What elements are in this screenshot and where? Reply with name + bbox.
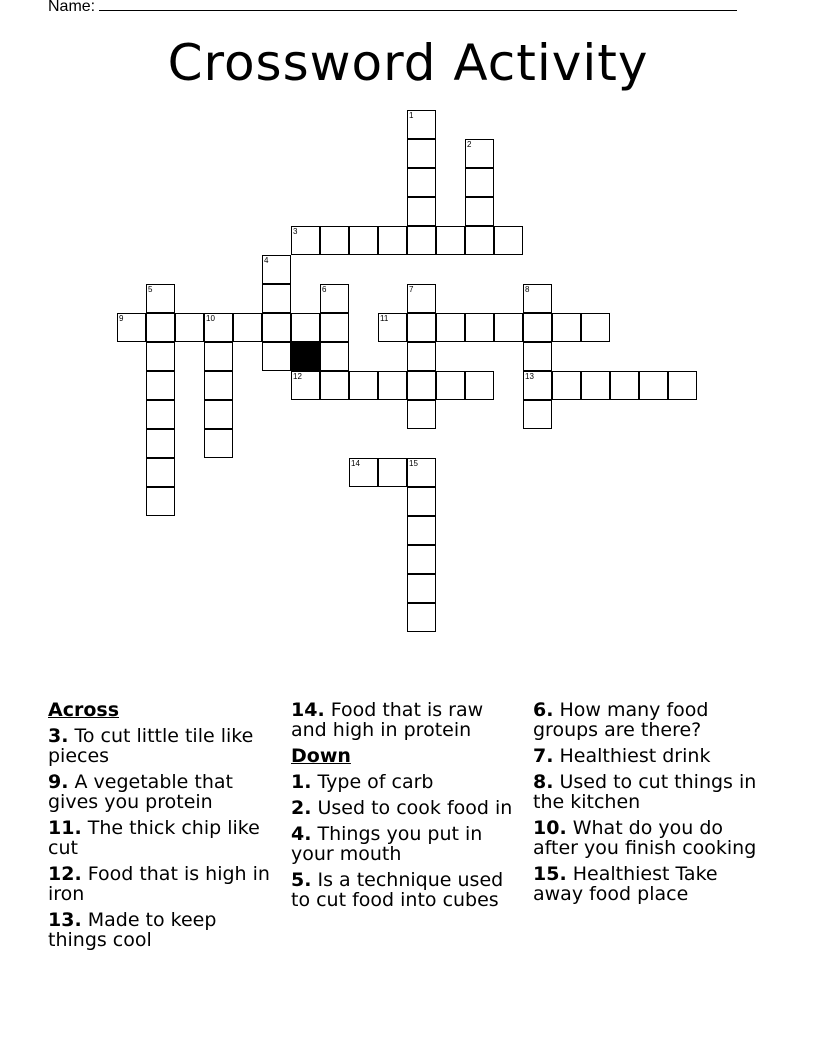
grid-cell[interactable] xyxy=(465,226,494,255)
clue-number: 11. xyxy=(48,817,82,839)
grid-cell[interactable] xyxy=(146,284,175,313)
grid-cell[interactable] xyxy=(146,342,175,371)
grid-cell[interactable] xyxy=(407,458,436,487)
clue-text: What do you do after you finish cooking xyxy=(533,817,757,859)
cell-number: 6 xyxy=(322,285,327,294)
cell-number: 2 xyxy=(467,140,472,149)
cell-number: 8 xyxy=(525,285,530,294)
grid-cell[interactable] xyxy=(465,168,494,197)
down-heading: Down xyxy=(291,745,351,767)
grid-cell[interactable] xyxy=(407,400,436,429)
grid-cell[interactable] xyxy=(407,197,436,226)
across-clue xyxy=(48,818,280,858)
grid-cell[interactable] xyxy=(262,313,291,342)
grid-cell[interactable] xyxy=(465,139,494,168)
grid-cell[interactable] xyxy=(320,226,349,255)
across-clue xyxy=(48,864,280,904)
grid-cell[interactable] xyxy=(204,429,233,458)
grid-cell[interactable] xyxy=(262,342,291,371)
across-clue xyxy=(291,700,523,740)
grid-cell[interactable] xyxy=(204,400,233,429)
clue-number: 6. xyxy=(533,699,554,721)
cell-number: 11 xyxy=(380,314,389,323)
grid-cell[interactable] xyxy=(407,545,436,574)
page-title: Crossword Activity xyxy=(167,34,649,92)
clue-number: 13. xyxy=(48,909,82,931)
grid-cell[interactable] xyxy=(320,313,349,342)
grid-cell[interactable] xyxy=(175,313,204,342)
clue-text: Used to cook food in xyxy=(317,797,513,819)
grid-cell[interactable] xyxy=(610,371,639,400)
grid-cell[interactable] xyxy=(436,226,465,255)
cell-number: 4 xyxy=(264,256,269,265)
down-clue xyxy=(533,818,773,858)
clue-number: 14. xyxy=(291,699,325,721)
name-label: Name: xyxy=(48,0,96,15)
grid-cell[interactable] xyxy=(465,313,494,342)
clue-number: 2. xyxy=(291,797,312,819)
cell-number: 5 xyxy=(148,285,153,294)
grid-cell[interactable] xyxy=(494,313,523,342)
down-clue xyxy=(291,798,523,818)
clue-text: How many food groups are there? xyxy=(533,699,709,741)
clue-number: 5. xyxy=(291,869,312,891)
grid-cell[interactable] xyxy=(378,458,407,487)
clue-text: A vegetable that gives you protein xyxy=(48,771,233,813)
grid-cell[interactable] xyxy=(407,516,436,545)
cell-number: 7 xyxy=(409,285,414,294)
cell-number: 10 xyxy=(206,314,215,323)
clue-number: 12. xyxy=(48,863,82,885)
grid-cell[interactable] xyxy=(407,139,436,168)
grid-cell[interactable] xyxy=(117,313,146,342)
clue-text: Healthiest Take away food place xyxy=(533,863,718,905)
clues-column-3 xyxy=(533,700,773,910)
clue-text: Food that is high in iron xyxy=(48,863,270,905)
clue-text: Is a technique used to cut food into cubes xyxy=(291,869,504,911)
grid-cell[interactable] xyxy=(378,226,407,255)
clue-text: Healthiest drink xyxy=(559,745,711,767)
grid-cell[interactable] xyxy=(407,284,436,313)
grid-cell[interactable] xyxy=(639,371,668,400)
clue-text: The thick chip like cut xyxy=(48,817,260,859)
grid-cell[interactable] xyxy=(146,429,175,458)
grid-cell[interactable] xyxy=(349,371,378,400)
grid-cell[interactable] xyxy=(523,371,552,400)
grid-cell[interactable] xyxy=(291,371,320,400)
black-cell xyxy=(291,342,320,371)
grid-cell[interactable] xyxy=(378,313,407,342)
down-clue xyxy=(291,870,523,910)
grid-cell[interactable] xyxy=(146,400,175,429)
cell-number: 12 xyxy=(293,372,302,381)
grid-cell[interactable] xyxy=(262,284,291,313)
grid-cell[interactable] xyxy=(407,342,436,371)
grid-cell[interactable] xyxy=(523,313,552,342)
grid-cell[interactable] xyxy=(407,371,436,400)
down-clue xyxy=(291,824,523,864)
grid-cell[interactable] xyxy=(523,284,552,313)
grid-cell[interactable] xyxy=(668,371,697,400)
clue-number: 9. xyxy=(48,771,69,793)
clue-number: 10. xyxy=(533,817,567,839)
grid-cell[interactable] xyxy=(407,168,436,197)
grid-cell[interactable] xyxy=(262,255,291,284)
across-clue xyxy=(48,910,280,950)
grid-cell[interactable] xyxy=(320,342,349,371)
cell-number: 1 xyxy=(409,111,414,120)
cell-number: 14 xyxy=(351,459,360,468)
grid-cell[interactable] xyxy=(407,603,436,632)
down-clue xyxy=(291,772,523,792)
clue-number: 7. xyxy=(533,745,554,767)
grid-cell[interactable] xyxy=(146,487,175,516)
across-clue xyxy=(48,772,280,812)
down-clue xyxy=(533,772,773,812)
clue-text: To cut little tile like pieces xyxy=(48,725,254,767)
grid-cell[interactable] xyxy=(494,226,523,255)
grid-cell[interactable] xyxy=(465,197,494,226)
grid-cell[interactable] xyxy=(204,342,233,371)
grid-cell[interactable] xyxy=(378,371,407,400)
clue-text: Things you put in your mouth xyxy=(291,823,483,865)
grid-cell[interactable] xyxy=(581,313,610,342)
down-clue xyxy=(533,746,773,766)
clue-number: 15. xyxy=(533,863,567,885)
grid-cell[interactable] xyxy=(436,313,465,342)
grid-cell[interactable] xyxy=(146,313,175,342)
grid-cell[interactable] xyxy=(204,371,233,400)
grid-cell[interactable] xyxy=(436,371,465,400)
grid-cell[interactable] xyxy=(204,313,233,342)
clue-text: Used to cut things in the kitchen xyxy=(533,771,757,813)
clue-text: Type of carb xyxy=(317,771,434,793)
grid-cell[interactable] xyxy=(320,371,349,400)
across-clue xyxy=(48,726,280,766)
grid-cell[interactable] xyxy=(407,226,436,255)
clue-number: 3. xyxy=(48,725,69,747)
grid-cell[interactable] xyxy=(407,574,436,603)
grid-cell[interactable] xyxy=(291,226,320,255)
grid-cell[interactable] xyxy=(552,313,581,342)
cell-number: 13 xyxy=(525,372,534,381)
grid-cell[interactable] xyxy=(233,313,262,342)
grid-cell[interactable] xyxy=(552,371,581,400)
clue-text: Made to keep things cool xyxy=(48,909,217,951)
down-clue xyxy=(533,700,773,740)
clue-text: Food that is raw and high in protein xyxy=(291,699,484,741)
grid-cell[interactable] xyxy=(523,400,552,429)
cell-number: 3 xyxy=(293,227,298,236)
grid-cell[interactable] xyxy=(146,371,175,400)
grid-cell[interactable] xyxy=(291,313,320,342)
down-clue xyxy=(533,864,773,904)
cell-number: 15 xyxy=(409,459,418,468)
grid-cell[interactable] xyxy=(349,458,378,487)
clues-column-1 xyxy=(48,700,280,956)
cell-number: 9 xyxy=(119,314,124,323)
clue-number: 8. xyxy=(533,771,554,793)
grid-cell[interactable] xyxy=(581,371,610,400)
grid-cell[interactable] xyxy=(349,226,378,255)
clue-number: 1. xyxy=(291,771,312,793)
clues-column-2 xyxy=(291,700,523,916)
grid-cell[interactable] xyxy=(523,342,552,371)
clue-number: 4. xyxy=(291,823,312,845)
across-heading: Across xyxy=(48,699,120,721)
grid-cell[interactable] xyxy=(465,371,494,400)
grid-cell[interactable] xyxy=(407,110,436,139)
grid-cell[interactable] xyxy=(146,458,175,487)
grid-cell[interactable] xyxy=(320,284,349,313)
grid-cell[interactable] xyxy=(407,487,436,516)
grid-cell[interactable] xyxy=(407,313,436,342)
